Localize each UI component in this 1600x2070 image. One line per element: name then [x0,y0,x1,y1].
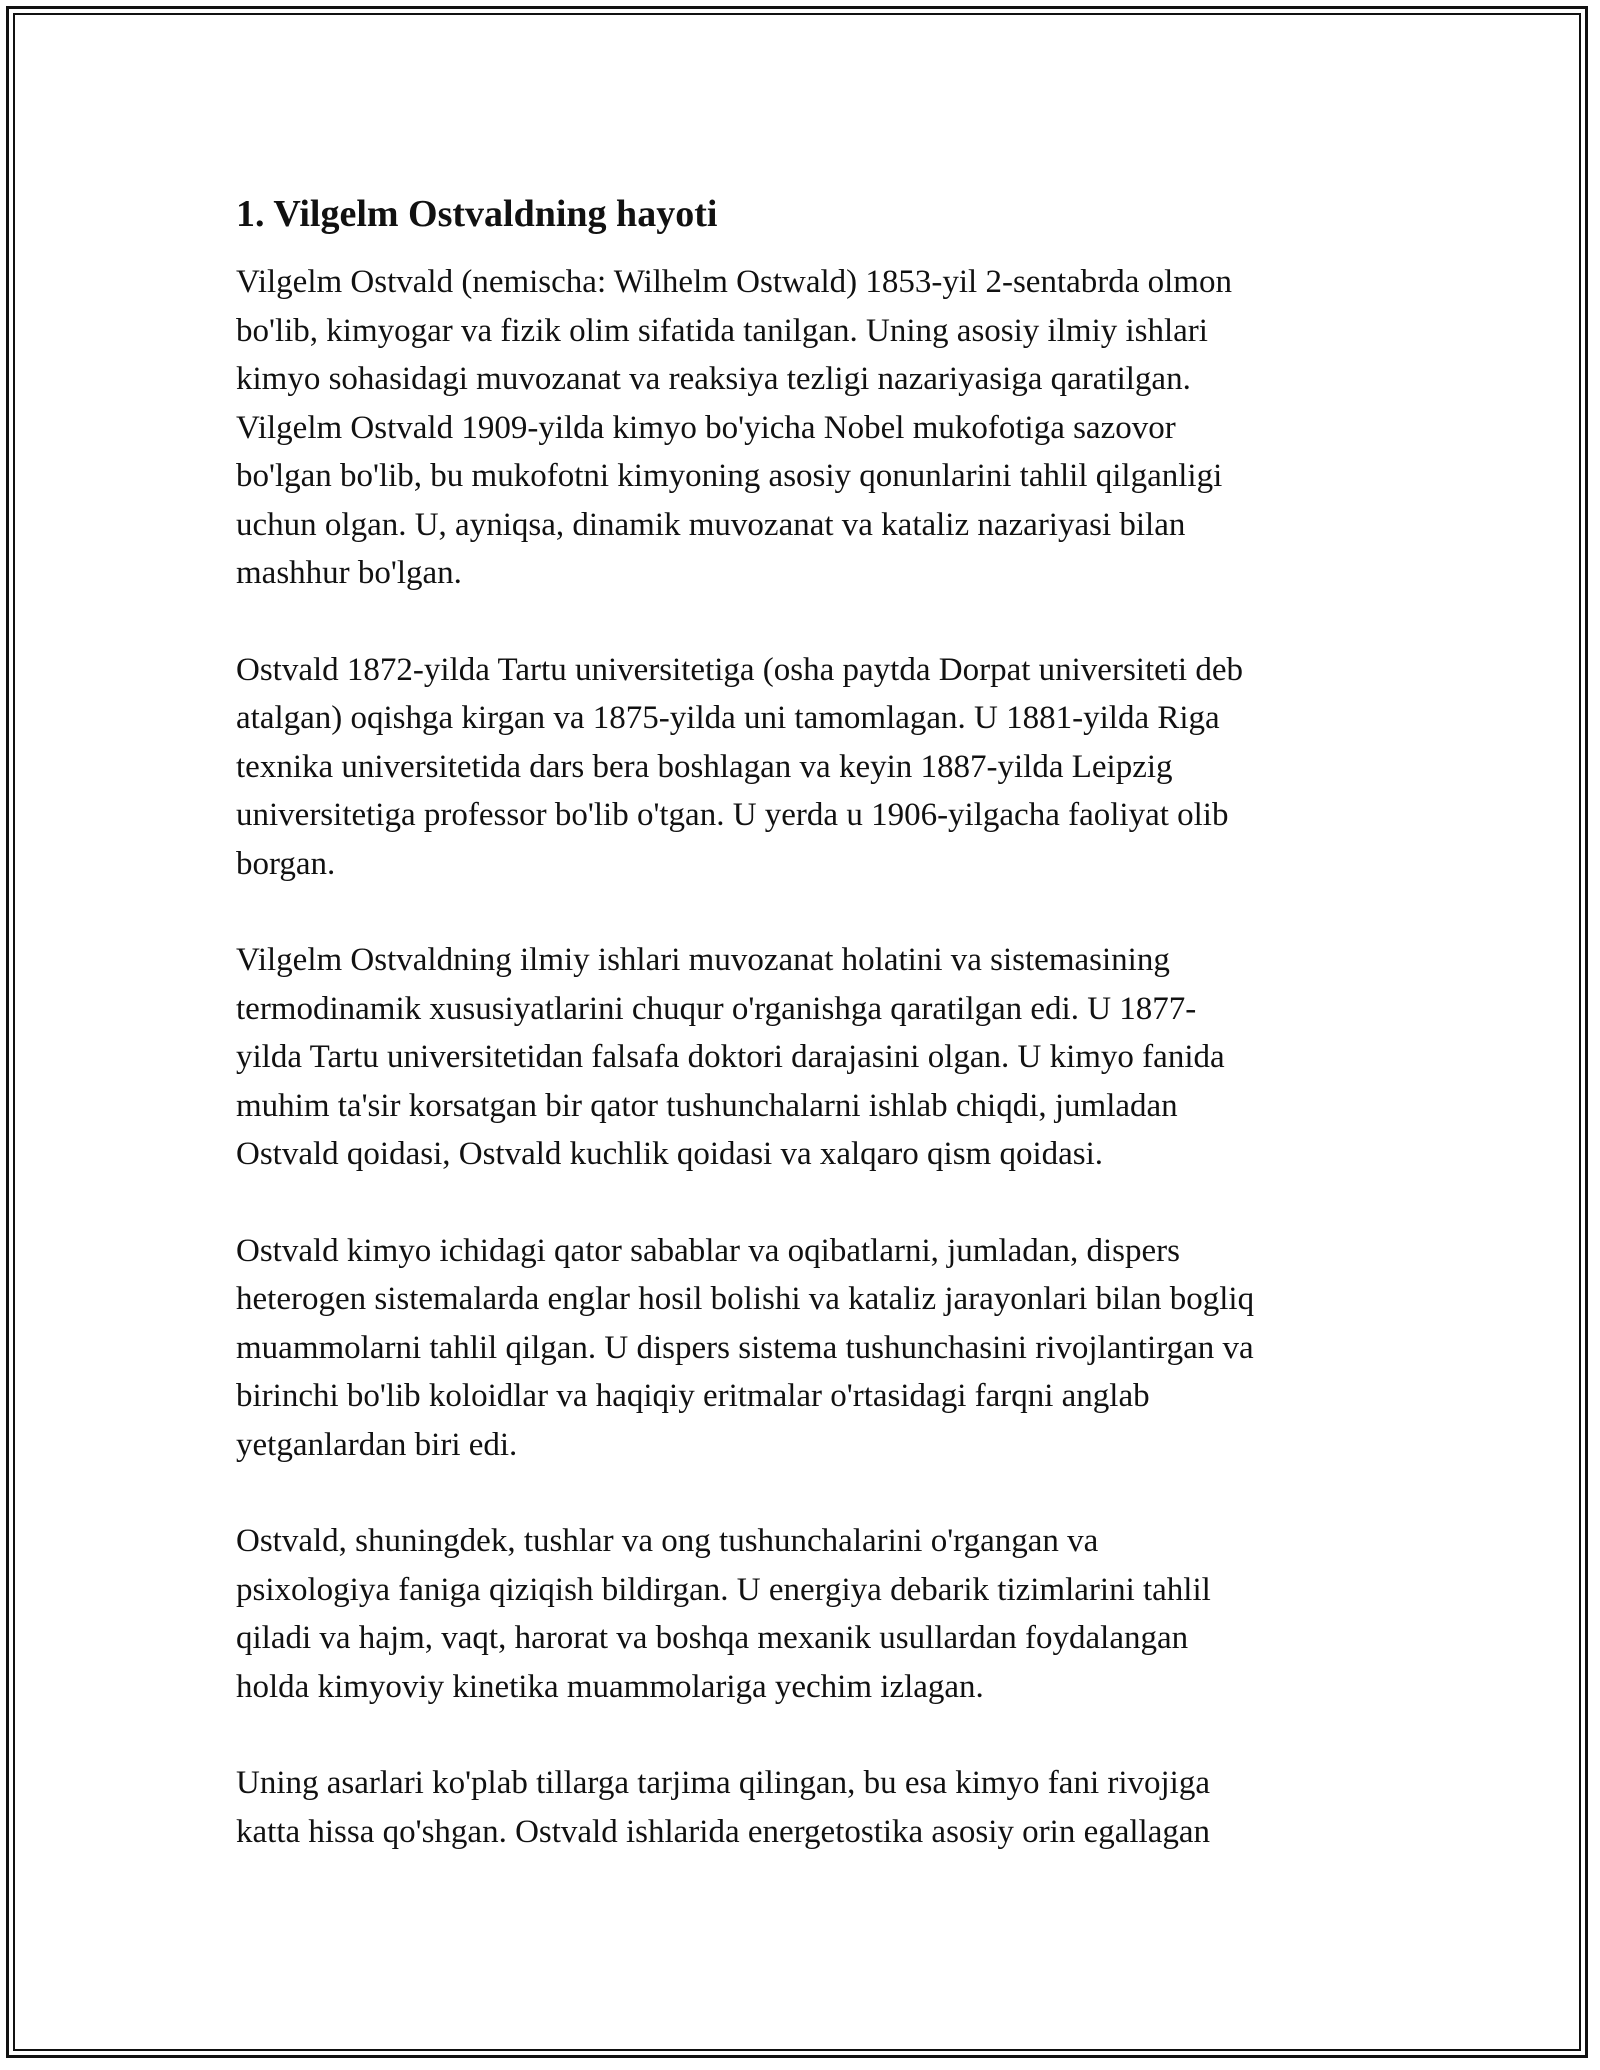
text-line: birinchi bo'lib koloidlar va haqiqiy eritmalar o'rtasidagi farqni anglab [236,1378,1150,1414]
text-line: qiladi va hajm, vaqt, harorat va boshqa mexanik usullardan foydalangan [236,1620,1189,1656]
text-line: bo'lgan bo'lib, bu mukofotni kimyoning asosiy qonunlarini tahlil qilganligi [236,458,1223,494]
paragraph [236,1227,1376,1470]
text-line: kimyo sohasidagi muvozanat va reaksiya tezligi nazariyasiga qaratilgan. [236,361,1191,397]
text-line: heterogen sistemalarda englar hosil bolishi va kataliz jarayonlari bilan bogliq [236,1281,1255,1317]
text-line: Ostvald qoidasi, Ostvald kuchlik qoidasi va xalqaro qism qoidasi. [236,1136,1104,1172]
text-line: Ostvald kimyo ichidagi qator sabablar va oqibatlarni, jumladan, dispers [236,1232,1180,1269]
section-heading: 1. Vilgelm Ostvaldning hayoti [236,193,718,235]
text-line: universitetiga professor bo'lib o'tgan. U yerda u 1906-yilgacha faoliyat olib [236,797,1229,833]
text-line: Vilgelm Ostvald 1909-yilda kimyo bo'yicha Nobel mukofotiga sazovor [236,409,1176,446]
paragraph [236,1517,1376,1711]
text-line: psixologiya faniga qiziqish bildirgan. U energiya debarik tizimlarini tahlil [236,1571,1211,1608]
document-body [236,188,1376,1904]
text-line: borgan. [236,845,336,882]
paragraph [236,646,1376,889]
text-line: muammolarni tahlil qilgan. U dispers sistema tushunchasini rivojlantirgan va [236,1329,1254,1366]
text-line: Vilgelm Ostvaldning ilmiy ishlari muvozanat holatini va sistemasining [236,942,1170,978]
paragraph [236,258,1376,598]
text-line: mashhur bo'lgan. [236,555,462,591]
text-line: texnika universitetida dars bera boshlagan va keyin 1887-yilda Leipzig [236,748,1173,785]
text-line: termodinamik xususiyatlarini chuqur o'rganishga qaratilgan edi. U 1877- [236,990,1197,1027]
text-line: Uning asarlari ko'plab tillarga tarjima qilingan, bu esa kimyo fani rivojiga [236,1765,1210,1801]
text-line: Ostvald 1872-yilda Tartu universitetiga (osha paytda Dorpat universiteti deb [236,651,1243,688]
text-line: yetganlardan biri edi. [236,1426,518,1463]
text-line: bo'lib, kimyogar va fizik olim sifatida tanilgan. Uning asosiy ilmiy ishlari [236,312,1208,349]
paragraph [236,936,1376,1179]
text-line: muhim ta'sir korsatgan bir qator tushunchalarni ishlab chiqdi, jumladan [236,1087,1178,1124]
text-line: holda kimyoviy kinetika muammolariga yechim izlagan. [236,1668,984,1705]
paragraph [236,1759,1376,1856]
text-line: Vilgelm Ostvald (nemischa: Wilhelm Ostwald) 1853-yil 2-sentabrda olmon [236,264,1232,300]
text-line: katta hissa qo'shgan. Ostvald ishlarida energetostika asosiy orin egallagan [236,1813,1211,1850]
text-line: Ostvald, shuningdek, tushlar va ong tushunchalarini o'rgangan va [236,1523,1099,1559]
text-line: atalgan) oqishga kirgan va 1875-yilda uni tamomlagan. U 1881-yilda Riga [236,700,1220,736]
text-line: yilda Tartu universitetidan falsafa doktori darajasini olgan. U kimyo fanida [236,1039,1225,1075]
text-line: uchun olgan. U, ayniqsa, dinamik muvozanat va kataliz nazariyasi bilan [236,506,1186,543]
